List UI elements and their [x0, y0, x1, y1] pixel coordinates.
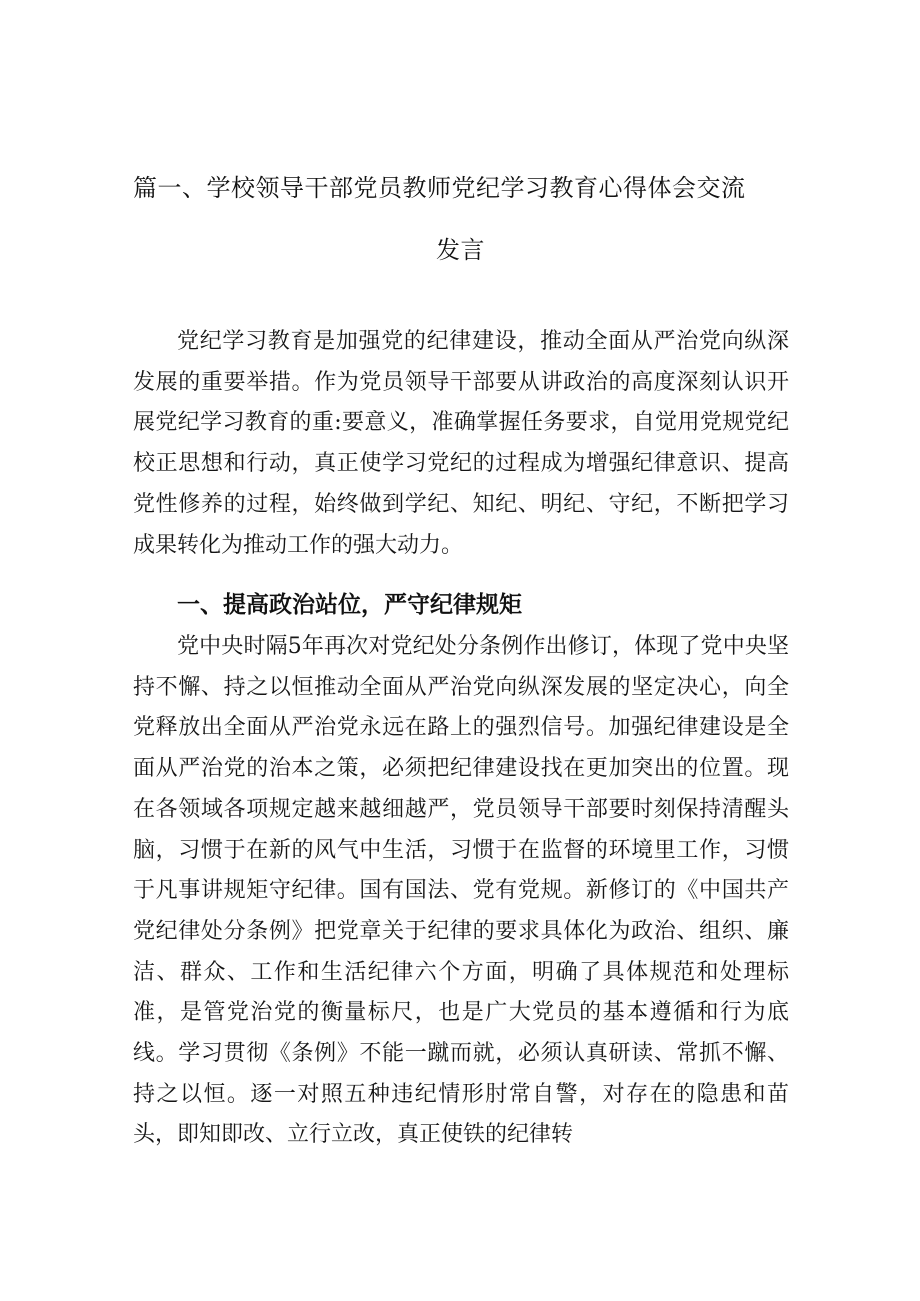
intro-paragraph: 党纪学习教育是加强党的纪律建设，推动全面从严治党向纵深发展的重要举措。作为党员领导干部要从讲政治的高度深刻认识开展党纪学习教育的重:要意义，准确掌握任务要求，自觉用党规党纪校正思想和行动，真正使学习党纪的过程成为增强纪律意识、提高党性修养的过程，始终做到学纪、知纪、明纪、守纪，不断把学习成果转化为推动工作的强大动力。	[133, 329, 789, 558]
document-title-line-1: 篇一、学校领导干部党员教师党纪学习教育心得体会交流	[133, 174, 746, 202]
document-title-line-2: 发言	[436, 236, 485, 264]
section-1-paragraph: 党中央时隔5年再次对党纪处分条例作出修订，体现了党中央坚持不懈、持之以恒推动全面从严治党向纵深发展的坚定决心，向全党释放出全面从严治党永远在路上的强烈信号。加强纪律建设是全面从严治党的治本之策，必须把纪律建设找在更加突出的位置。现在各领域各项规定越来越细越严，党员领导干部要时刻保持清醒头脑，习惯于在新的风气中生活，习惯于在监督的环境里工作，习惯于凡事讲规矩守纪律。国有国法、党有党规。新修订的《中国共产党纪律处分条例》把党章关于纪律的要求具体化为政治、组织、廉洁、群众、工作和生活纪律六个方面，明确了具体规范和处理标准，是管党治党的衡量标尺，也是广大党员的基本遵循和行为底线。学习贯彻《条例》不能一蹴而就，必须认真研读、常抓不懈、持之以恒。逐一对照五种违纪情形肘常自警，对存在的隐患和苗头，即知即改、立行立改，真正使铁的纪律转	[133, 634, 789, 1148]
section-heading-1: 一、提高政治站位，严守纪律规矩	[177, 592, 522, 618]
